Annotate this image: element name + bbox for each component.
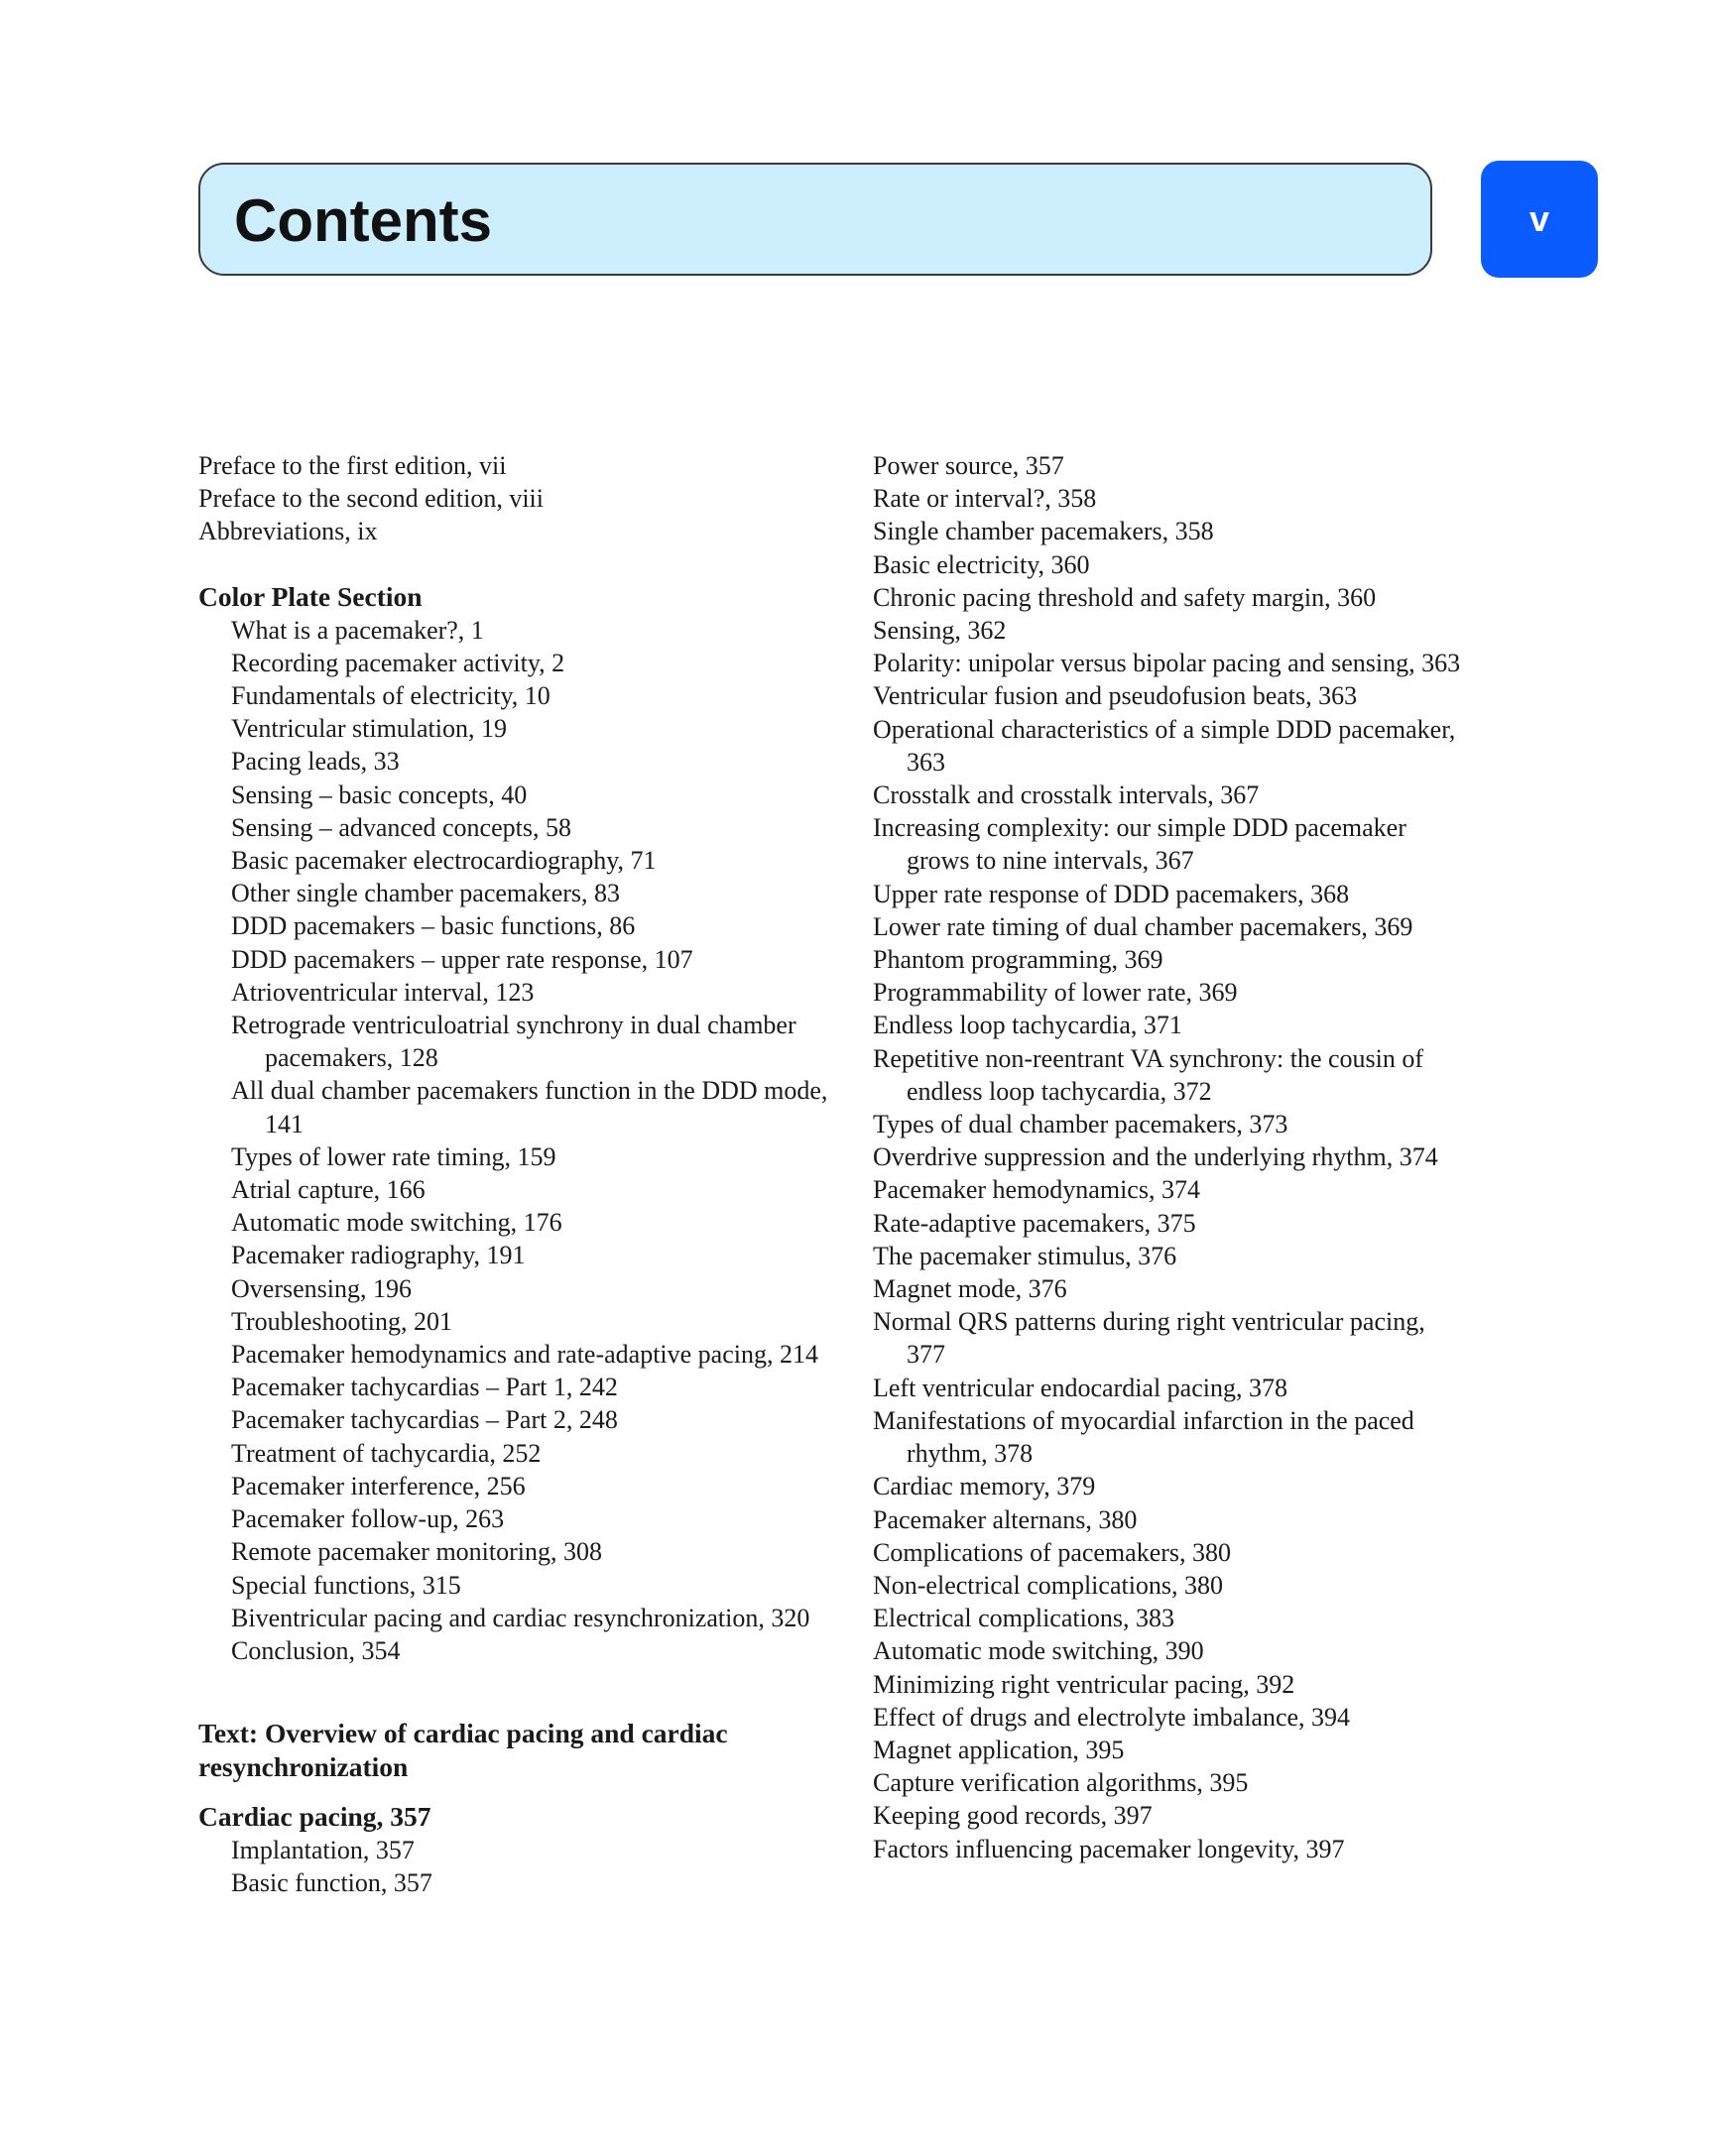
toc-entry: Pacemaker tachycardias – Part 1, 242 [231, 1373, 618, 1402]
toc-entry: Abbreviations, ix [198, 517, 378, 546]
page-number-tab: v [1481, 161, 1598, 278]
section-heading-color-plate: Color Plate Section [198, 580, 423, 612]
toc-entry: Polarity: unipolar versus bipolar pacing and sensing, 363 [873, 649, 1461, 678]
toc-entry: Crosstalk and crosstalk intervals, 367 [873, 780, 1260, 810]
toc-entry: Repetitive non-reentrant VA synchrony: the cousin of endless loop tachycardia, 372 [873, 1043, 1424, 1106]
toc-entry: Pacemaker radiography, 191 [231, 1241, 526, 1270]
toc-entry: Cardiac memory, 379 [873, 1472, 1096, 1501]
toc-entry: Sensing, 362 [873, 616, 1007, 646]
section-heading-text-overview: Text: Overview of cardiac pacing and cardiac resynchronization [198, 1718, 728, 1783]
toc-entry: Basic pacemaker electrocardiography, 71 [231, 846, 657, 876]
toc-entry: Normal QRS patterns during right ventricular pacing, 377 [873, 1307, 1425, 1370]
toc-entry: Basic function, 357 [231, 1868, 432, 1898]
toc-entry: Treatment of tachycardia, 252 [231, 1438, 542, 1468]
toc-entry: Sensing – basic concepts, 40 [231, 779, 528, 809]
toc-entry: Rate-adaptive pacemakers, 375 [873, 1208, 1196, 1238]
toc-entry: Single chamber pacemakers, 358 [873, 517, 1214, 546]
toc-entry: Operational characteristics of a simple DDD pacemaker, 363 [873, 714, 1456, 777]
toc-entry: The pacemaker stimulus, 376 [873, 1241, 1177, 1270]
toc-entry: Biventricular pacing and cardiac resynchronization, 320 [231, 1603, 810, 1632]
toc-entry: Retrograde ventriculoatrial synchrony in dual chamber pacemakers, 128 [231, 1011, 796, 1073]
toc-entry: Rate or interval?, 358 [873, 484, 1097, 514]
contents-title-box [198, 163, 1432, 276]
toc-entry: Lower rate timing of dual chamber pacemakers, 369 [873, 911, 1413, 941]
toc-entry: Pacing leads, 33 [231, 747, 400, 777]
toc-entry: Effect of drugs and electrolyte imbalance, 394 [873, 1702, 1351, 1732]
toc-entry: Magnet mode, 376 [873, 1274, 1067, 1304]
toc-left-column [198, 449, 833, 1900]
toc-entry: Non-electrical complications, 380 [873, 1570, 1224, 1600]
toc-entry: Remote pacemaker monitoring, 308 [231, 1537, 603, 1567]
toc-entry: Pacemaker interference, 256 [231, 1471, 526, 1500]
page-title: Contents [234, 187, 492, 254]
toc-entry: Minimizing right ventricular pacing, 392 [873, 1669, 1295, 1699]
toc-entry: Manifestations of myocardial infarction in the paced rhythm, 378 [873, 1405, 1414, 1469]
toc-entry: Atrial capture, 166 [231, 1175, 426, 1205]
toc-entry: Basic electricity, 360 [873, 549, 1090, 579]
toc-entry: Special functions, 315 [231, 1570, 461, 1600]
toc-entry: Preface to the second edition, viii [198, 484, 545, 514]
toc-entry: Atrioventricular interval, 123 [231, 977, 535, 1007]
toc-entry: Left ventricular endocardial pacing, 378 [873, 1373, 1287, 1402]
toc-entry: DDD pacemakers – basic functions, 86 [231, 911, 636, 941]
toc-entry: Sensing – advanced concepts, 58 [231, 812, 571, 842]
toc-entry: Oversensing, 196 [231, 1273, 412, 1303]
color-plate-list [198, 614, 833, 1668]
toc-entry: Magnet application, 395 [873, 1735, 1125, 1764]
toc-entry: Fundamentals of electricity, 10 [231, 681, 550, 711]
toc-entry: Increasing complexity: our simple DDD pacemaker grows to nine intervals, 367 [873, 813, 1406, 876]
toc-entry: Power source, 357 [873, 451, 1064, 480]
toc-entry: Ventricular stimulation, 19 [231, 714, 508, 744]
toc-entry: Pacemaker follow-up, 263 [231, 1504, 505, 1534]
toc-entry: Automatic mode switching, 176 [231, 1208, 562, 1238]
toc-entry: DDD pacemakers – upper rate response, 107 [231, 944, 693, 974]
toc-entry: Pacemaker alternans, 380 [873, 1504, 1138, 1534]
section-heading-cardiac-pacing: Cardiac pacing, 357 [198, 1801, 431, 1833]
toc-entry: Pacemaker hemodynamics and rate-adaptive pacing, 214 [231, 1340, 818, 1370]
toc-entry: Chronic pacing threshold and safety margin, 360 [873, 582, 1377, 612]
toc-entry: Ventricular fusion and pseudofusion beats, 363 [873, 681, 1358, 711]
cardiac-pacing-list [198, 1834, 833, 1899]
cardiac-pacing-continued-list [873, 449, 1468, 1865]
toc-entry: Pacemaker tachycardias – Part 2, 248 [231, 1405, 618, 1435]
toc-entry: Capture verification algorithms, 395 [873, 1768, 1249, 1798]
toc-entry: Implantation, 357 [231, 1836, 415, 1865]
toc-entry: Programmability of lower rate, 369 [873, 978, 1238, 1008]
toc-entry: Keeping good records, 397 [873, 1801, 1153, 1831]
toc-entry: Upper rate response of DDD pacemakers, 368 [873, 879, 1350, 908]
toc-entry: Phantom programming, 369 [873, 945, 1163, 975]
toc-entry: Recording pacemaker activity, 2 [231, 648, 565, 677]
toc-entry: Other single chamber pacemakers, 83 [231, 879, 621, 908]
toc-entry: What is a pacemaker?, 1 [231, 615, 484, 645]
toc-entry: Electrical complications, 383 [873, 1604, 1174, 1633]
toc-entry: Automatic mode switching, 390 [873, 1636, 1204, 1666]
toc-entry: Endless loop tachycardia, 371 [873, 1011, 1182, 1040]
toc-entry: All dual chamber pacemakers function in the DDD mode, 141 [231, 1076, 828, 1138]
toc-entry: Factors influencing pacemaker longevity, 397 [873, 1834, 1345, 1863]
toc-entry: Preface to the first edition, vii [198, 451, 507, 480]
toc-entry: Conclusion, 354 [231, 1635, 401, 1665]
toc-entry: Overdrive suppression and the underlying rhythm, 374 [873, 1142, 1438, 1172]
toc-entry: Types of lower rate timing, 159 [231, 1141, 556, 1171]
toc-entry: Complications of pacemakers, 380 [873, 1537, 1232, 1567]
toc-right-column [873, 449, 1468, 1865]
front-matter-list [198, 449, 833, 548]
toc-entry: Troubleshooting, 201 [231, 1306, 452, 1336]
toc-entry: Pacemaker hemodynamics, 374 [873, 1175, 1200, 1205]
toc-entry: Types of dual chamber pacemakers, 373 [873, 1110, 1288, 1139]
